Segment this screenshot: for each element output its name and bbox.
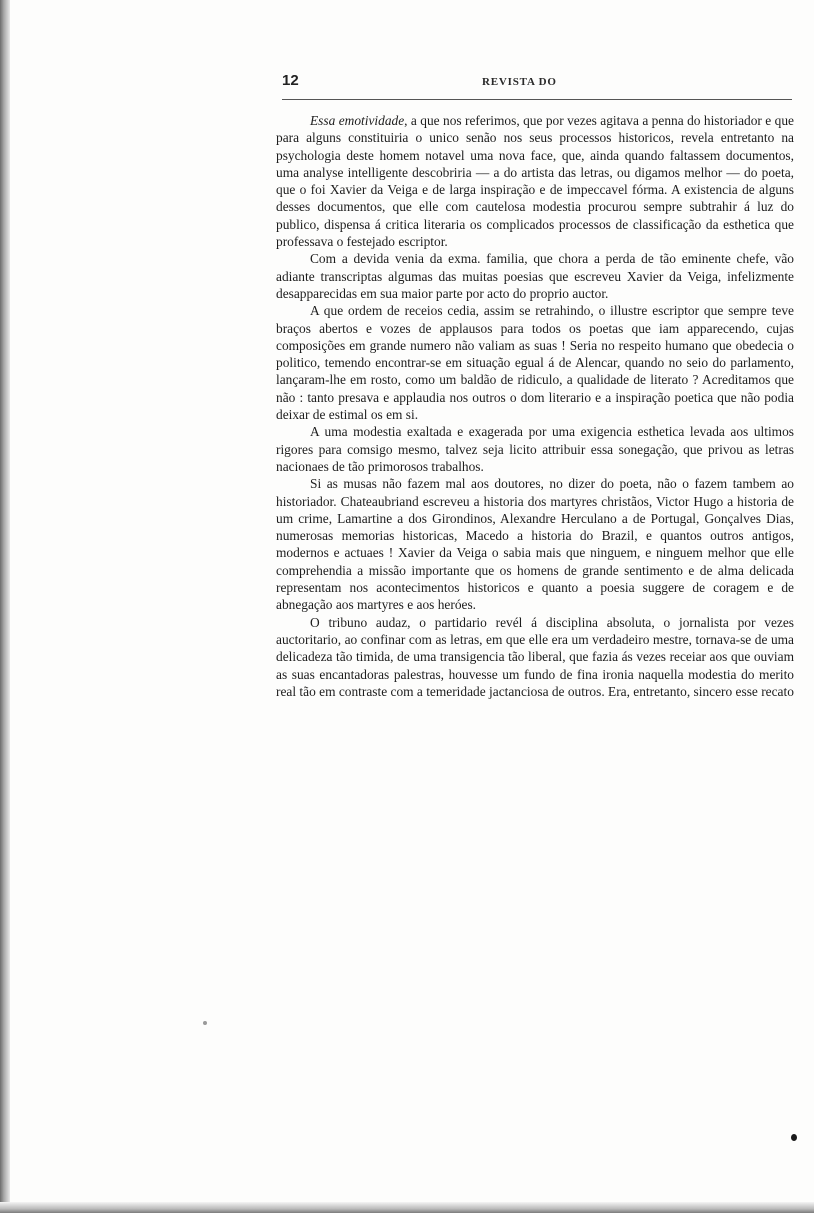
page-bottom-edge-shadow [0, 1202, 814, 1213]
page-header [282, 72, 792, 92]
paragraph-5 [276, 475, 794, 613]
paragraph-3 [276, 302, 794, 423]
paragraph-5-text: Si as musas não fazem mal aos doutores, no dizer do poeta, não o fazem tambem ao historiador. Chateaubriand escreveu a historia dos martyres christãos, Victor Hugo a historia de um crime, Lamartine a dos Girondinos, Alexandre Herculano a de Portugal, Gonçalves Dias, numerosas memorias historicas, Macedo a historia do Brazil, e quantos outros antigos, modernos e actuaes ! Xavier da Veiga o sabia mais que ninguem, e ninguem melhor que elle comprehendia a missão importante que os homens de grande sentimento e de alma delicada representam nos acontecimentos historicos e quanto a poesia suggere de coragem e de abnegação aos martyres e aos heróes. [276, 476, 794, 613]
paper-speck [203, 1021, 207, 1025]
paragraph-1-lead: Essa emotividade [310, 113, 405, 128]
header-rule [282, 99, 792, 100]
page-number: 12 [282, 72, 299, 89]
paragraph-1 [276, 112, 794, 250]
paragraph-6 [276, 614, 794, 700]
page-left-edge-shadow [0, 0, 10, 1213]
paragraph-2-text: Com a devida venia da exma. familia, que chora a perda de tão eminente chefe, vão adiante transcriptas algumas das muitas poesias que escreveu Xavier da Veiga, infelizmente desapparecidas em sua maior parte por acto do proprio auctor. [276, 251, 794, 301]
paragraph-6-text: O tribuno audaz, o partidario revél á disciplina absoluta, o jornalista por vezes auctoritario, ao confinar com as letras, em que elle era um verdadeiro mestre, tornava-se de uma delicadeza tão timida, de uma transigencia tão liberal, que fazia ás vezes receiar aos que ouviam as suas encantadoras palestras, houvesse um fundo de fina ironia naquella modestia do merito real tão em contraste com a temeridade jactanciosa de outros. Era, entretanto, sincero esse recato [276, 614, 794, 699]
paragraph-3-text: A que ordem de receios cedia, assim se retrahindo, o illustre escriptor que sempre teve braços abertos e vozes de applausos para todos os poetas que iam apparecendo, cujas composições em grande numero não valiam as suas ! Seria no respeito humano que obedecia o politico, temendo encontrar-se em situação egual á de Alencar, quando no seio do parlamento, lançaram-lhe em rosto, como um baldão de ridiculo, a qualidade de literato ? Acreditamos que não : tanto presava e applaudia nos outros o dom literario e a inspiração poetica que não podia deixar de estimal os em si. [276, 303, 794, 423]
ink-spot [791, 1134, 797, 1141]
paragraph-4-text: A uma modestia exaltada e exagerada por uma exigencia esthetica levada aos ultimos rigores para comsigo mesmo, talvez seja licito attribuir essa sonegação, que privou as letras nacionaes de tão primorosos trabalhos. [276, 424, 794, 474]
article-body [276, 112, 794, 700]
paragraph-2 [276, 250, 794, 302]
paragraph-1-text: , a que nos referimos, que por vezes agitava a penna do historiador e que para alguns constituiria o unico senão nos seus processos historicos, revela entretanto na psychologia deste homem notavel uma nova face, que, ainda quando faltassem documentos, uma analyse intelligente descobriria — a do artista das letras, ou digamos melhor — do poeta, que o foi Xavier da Veiga e de larga inspiração e de impeccavel fórma. A existencia de alguns desses documentos, que elle com cautelosa modestia procurou sempre subtrahir á luz do publico, dispensa á critica literaria os complicados processos de classificação da esthetica que professava o festejado escriptor. [276, 113, 794, 250]
paragraph-4 [276, 423, 794, 475]
running-head: REVISTA DO [482, 76, 557, 88]
